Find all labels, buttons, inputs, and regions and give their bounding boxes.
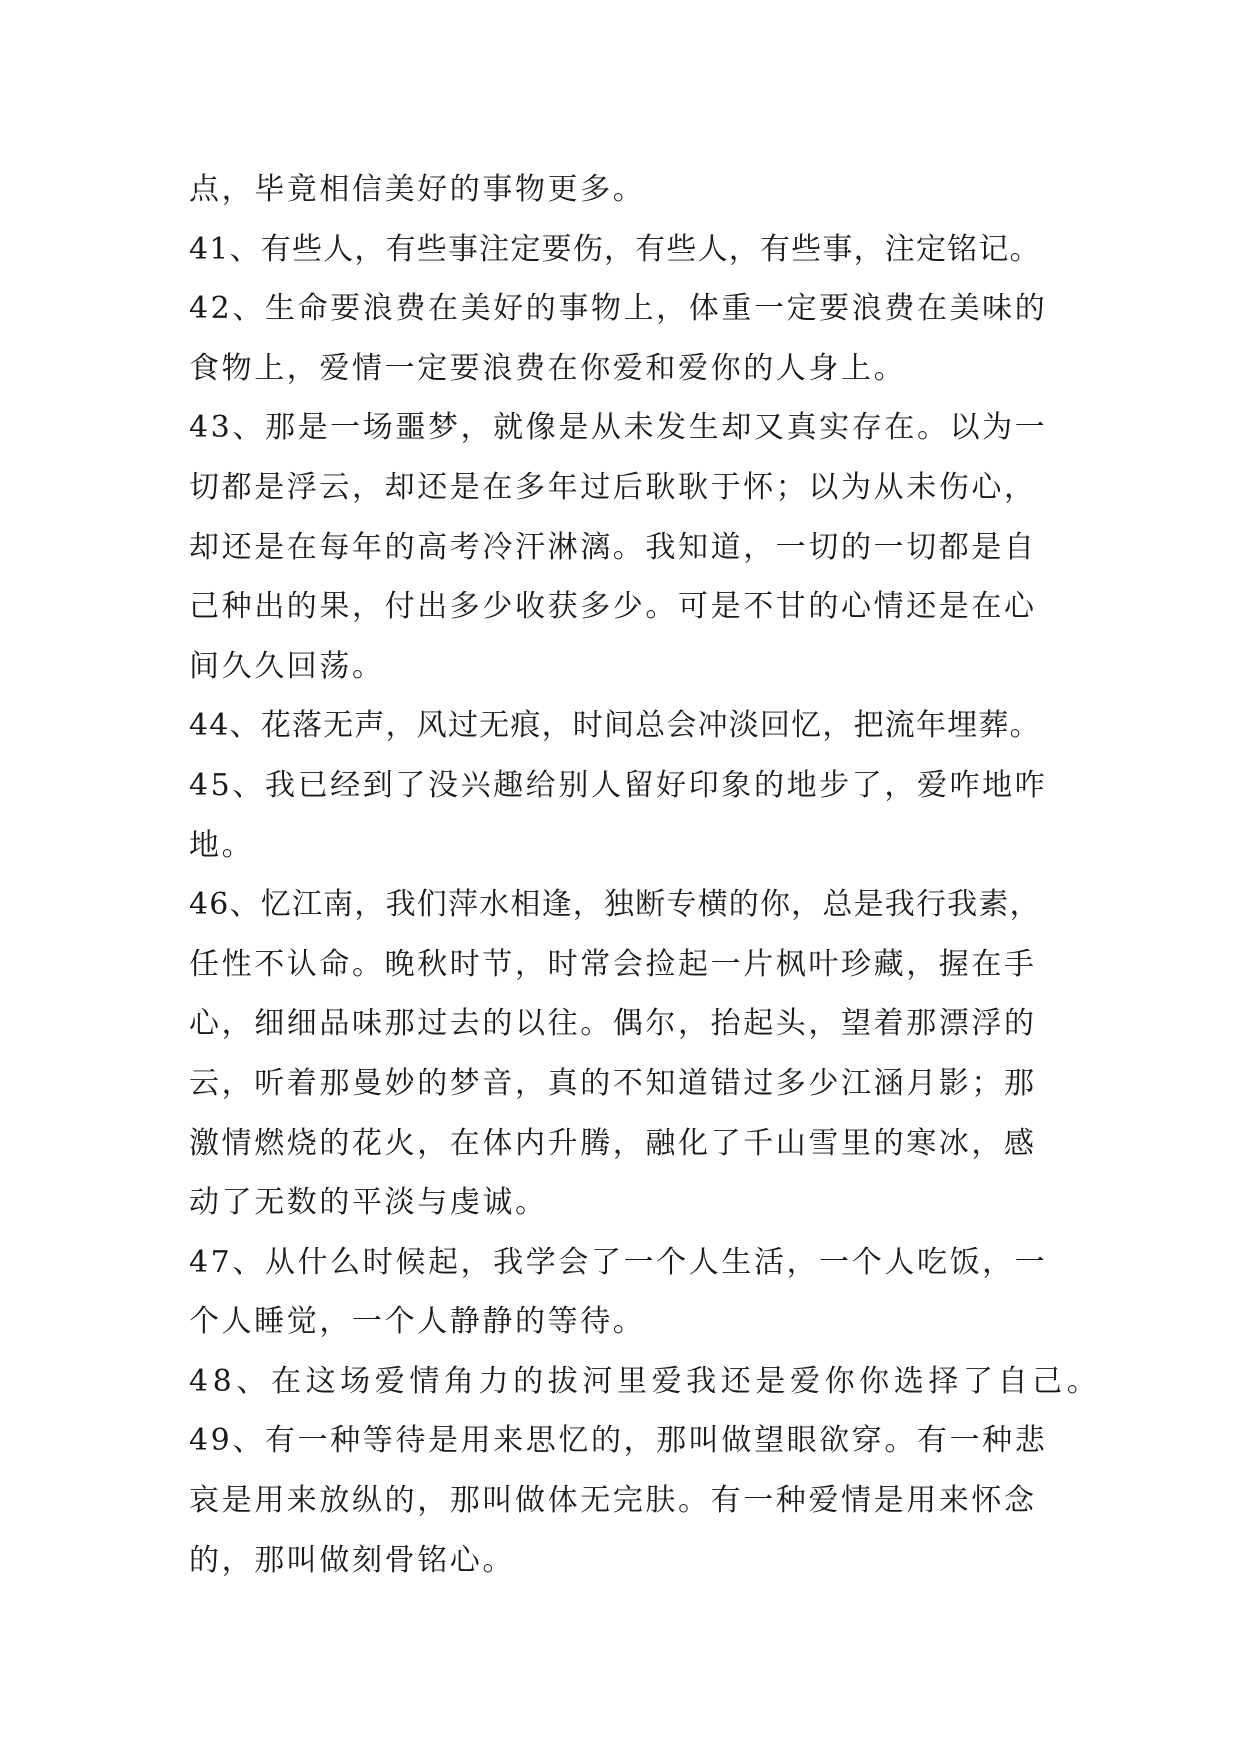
text-line: 46、忆江南，我们萍水相逢，独断专横的你，总是我行我素， <box>189 887 1041 923</box>
text-line: 云，听着那曼妙的梦音，真的不知道错过多少江涵月影；那 <box>189 1065 1037 1101</box>
text-line: 间久久回荡。 <box>189 648 385 684</box>
text-line: 个人睡觉，一个人静静的等待。 <box>189 1304 646 1340</box>
text-line: 41、有些人，有些事注定要伤，有些人，有些事，注定铭记。 <box>189 231 1041 267</box>
text-line: 点，毕竟相信美好的事物更多。 <box>189 172 646 207</box>
text-line: 哀是用来放纵的，那叫做体无完肤。有一种爱情是用来怀念 <box>189 1483 1037 1519</box>
text-line: 地。 <box>189 827 255 863</box>
text-line: 45、我已经到了没兴趣给别人留好印象的地步了，爱咋地咋 <box>189 767 1048 803</box>
text-line: 心，细细品味那过去的以往。偶尔，抬起头，望着那漂浮的 <box>189 1006 1037 1042</box>
text-line: 的，那叫做刻骨铭心。 <box>189 1542 515 1578</box>
text-line: 己种出的果，付出多少收获多少。可是不甘的心情还是在心 <box>189 589 1037 625</box>
text-line: 48、在这场爱情角力的拔河里爱我还是爱你你选择了自己。 <box>189 1363 1102 1399</box>
text-line: 切都是浮云，却还是在多年过后耿耿于怀；以为从未伤心， <box>189 469 1037 505</box>
body-text <box>189 160 1102 1590</box>
text-line: 激情燃烧的花火，在体内升腾，融化了千山雪里的寒冰，感 <box>189 1125 1037 1161</box>
text-line: 食物上，爱情一定要浪费在你爱和爱你的人身上。 <box>189 350 907 386</box>
text-line: 却还是在每年的高考冷汗淋漓。我知道，一切的一切都是自 <box>189 529 1037 565</box>
text-line: 44、花落无声，风过无痕，时间总会冲淡回忆，把流年埋葬。 <box>189 708 1041 744</box>
text-line: 47、从什么时候起，我学会了一个人生活，一个人吃饭，一 <box>189 1244 1048 1280</box>
text-line: 42、生命要浪费在美好的事物上，体重一定要浪费在美味的 <box>189 291 1048 327</box>
text-line: 动了无数的平淡与虔诚。 <box>189 1185 548 1221</box>
text-line: 任性不认命。晚秋时节，时常会捡起一片枫叶珍藏，握在手 <box>189 946 1037 982</box>
text-line: 43、那是一场噩梦，就像是从未发生却又真实存在。以为一 <box>189 410 1048 446</box>
text-line: 49、有一种等待是用来思忆的，那叫做望眼欲穿。有一种悲 <box>189 1423 1048 1459</box>
